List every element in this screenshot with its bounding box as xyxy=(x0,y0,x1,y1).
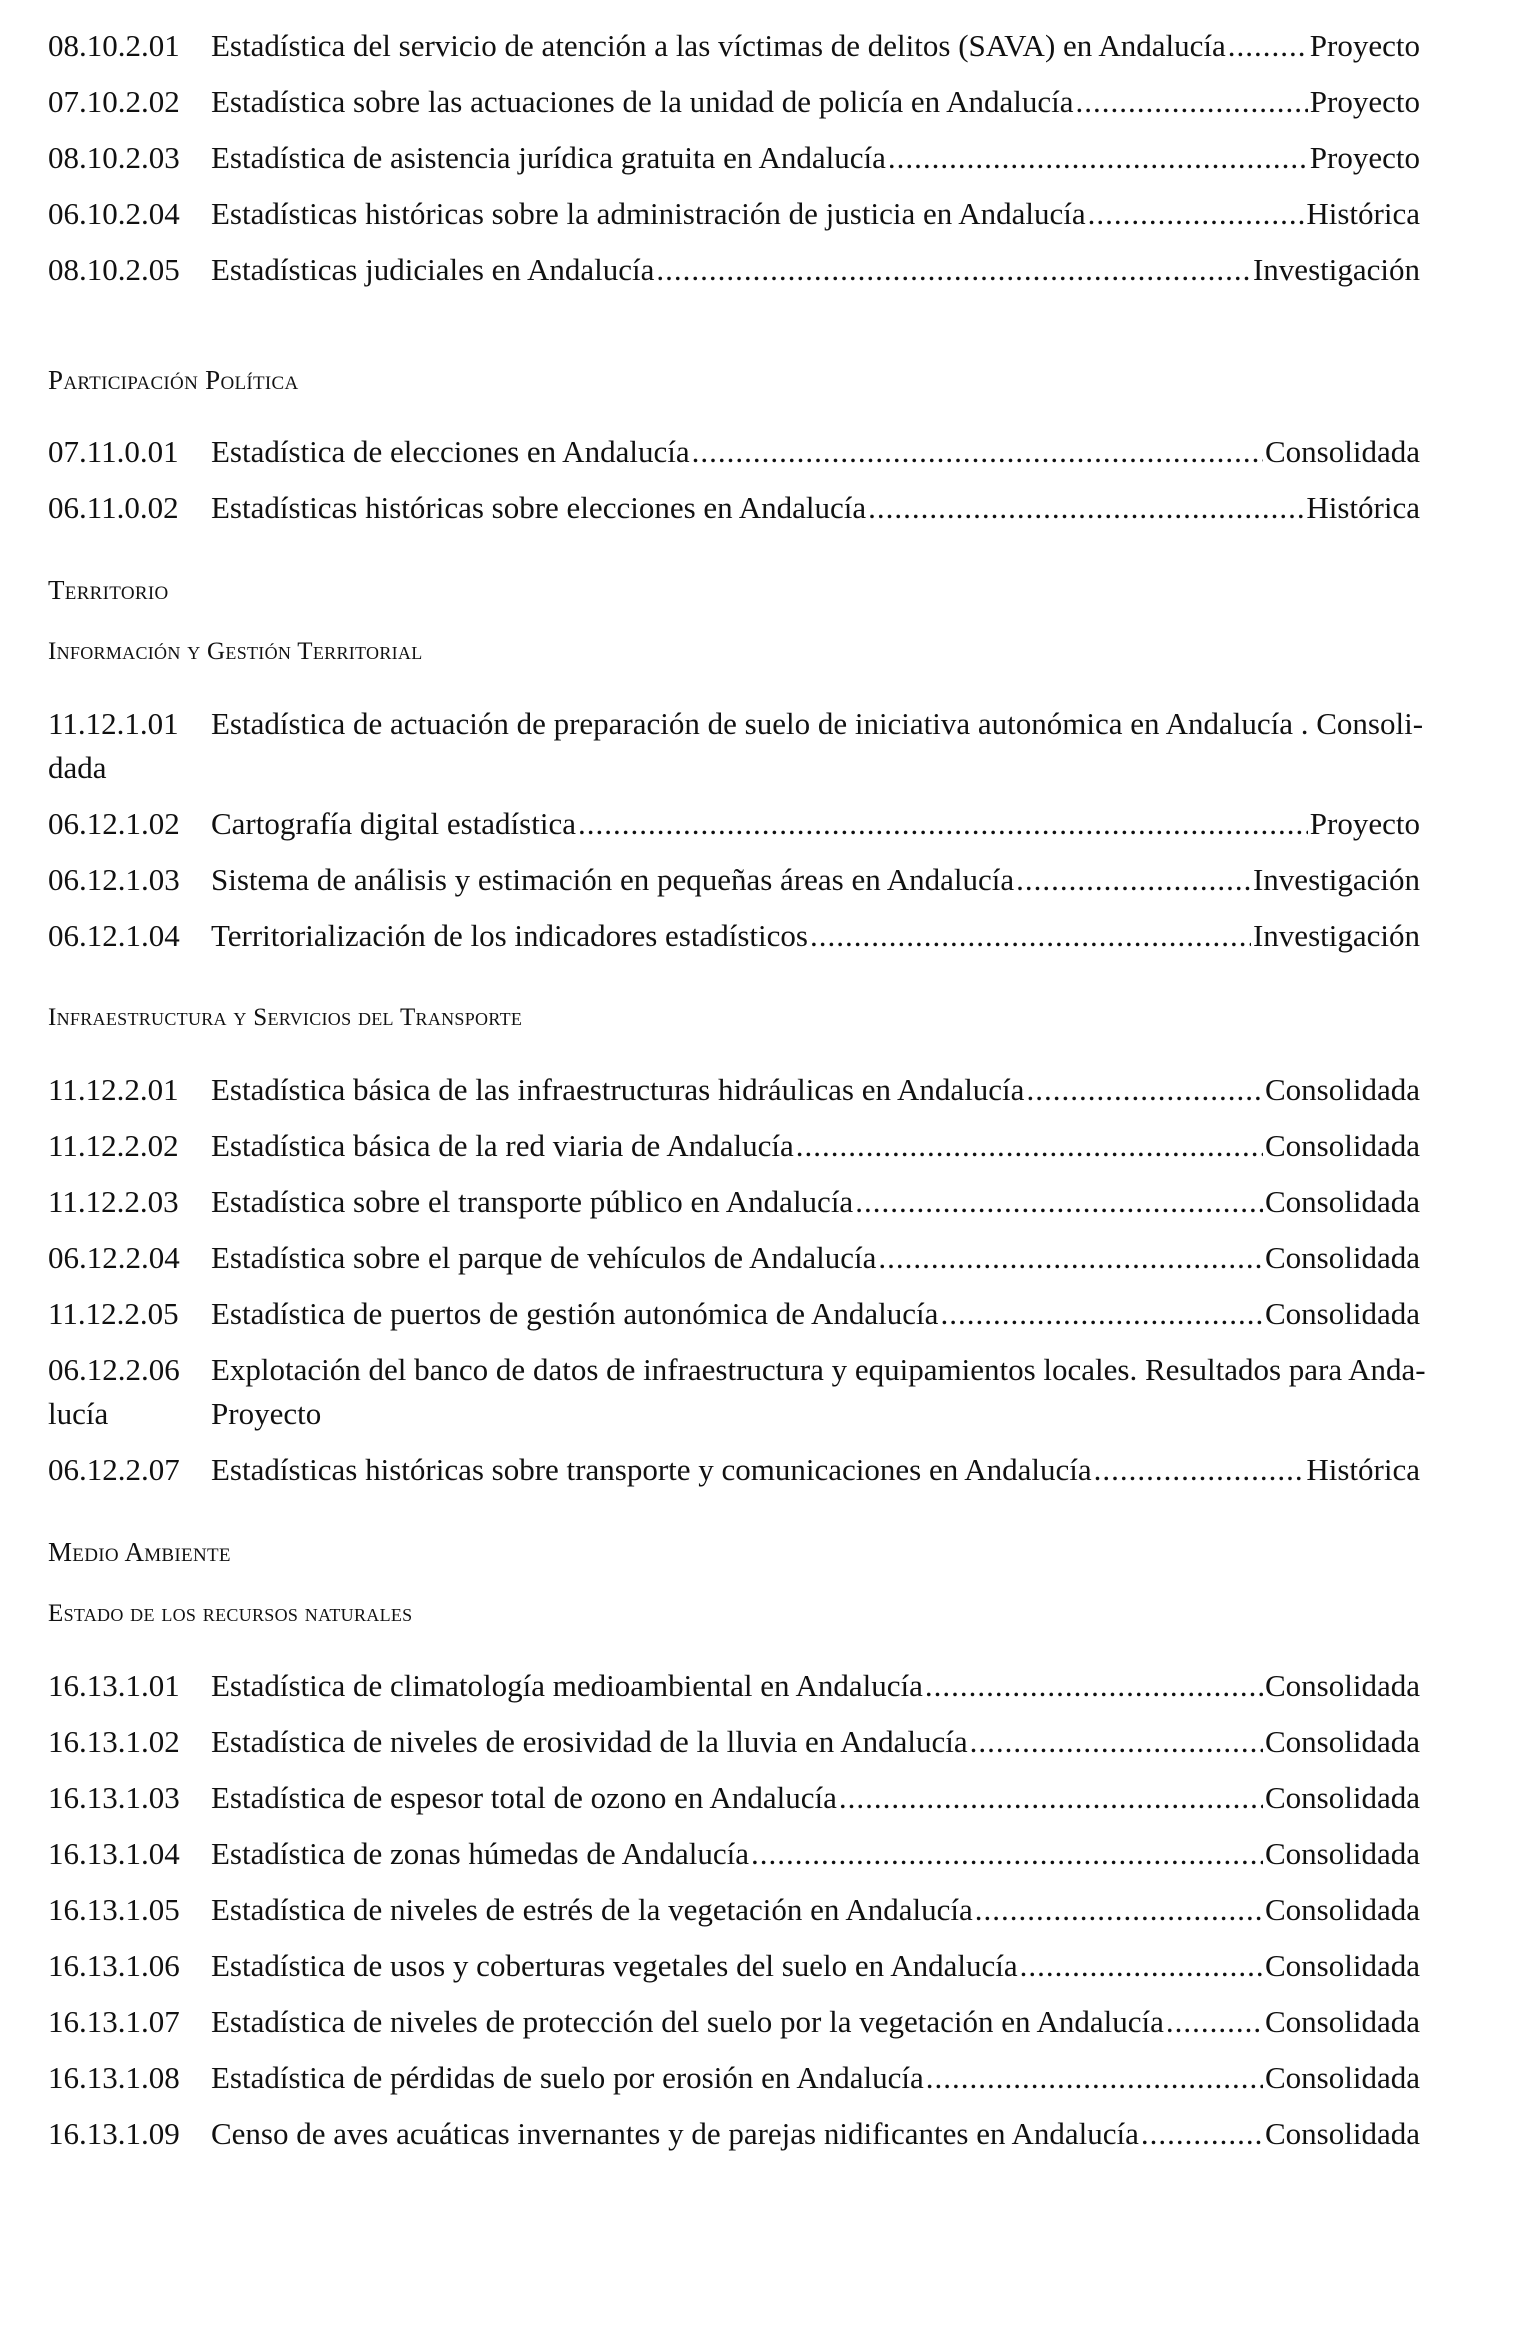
entry-status: Consolidada xyxy=(1265,1184,1420,1219)
list-item xyxy=(48,248,1420,292)
entry-title: Estadísticas históricas sobre elecciones en Andalucía xyxy=(211,490,867,525)
dot-leader xyxy=(1026,1068,1263,1112)
entry-code: 11.12.2.02 xyxy=(48,1128,179,1163)
group-transporte xyxy=(48,1068,1426,1492)
entry-code: 08.10.2.05 xyxy=(48,252,180,287)
entry-code: 07.10.2.02 xyxy=(48,84,180,119)
list-item xyxy=(48,2112,1420,2156)
entry-status: Investigación xyxy=(1252,862,1420,897)
entry-title: Estadística sobre el parque de vehículos de Andalucía xyxy=(211,1240,877,1275)
entry-status: Consolidada xyxy=(1265,1948,1420,1983)
entry-code: 06.12.1.03 xyxy=(48,862,180,897)
entry-title: Estadísticas históricas sobre transporte y comunicaciones en Andalucía xyxy=(211,1452,1092,1487)
list-item xyxy=(48,1448,1420,1492)
list-item xyxy=(48,1236,1420,1280)
entry-title: Estadísticas judiciales en Andalucía xyxy=(211,252,655,287)
dot-leader xyxy=(926,2056,1263,2100)
list-item xyxy=(48,24,1420,68)
list-item xyxy=(48,1720,1420,1764)
entry-title: Estadística de climatología medioambiental en Andalucía xyxy=(211,1668,923,1703)
entry-status: Consolidada xyxy=(1265,434,1420,469)
dot-leader xyxy=(1076,80,1308,124)
entry-status: Investigación xyxy=(1252,252,1420,287)
entry-code: 06.12.2.06 xyxy=(48,1352,180,1387)
dot-leader xyxy=(692,430,1263,474)
entry-code: 16.13.1.05 xyxy=(48,1892,180,1927)
dot-leader xyxy=(925,1664,1263,1708)
entry-title-line2: lucía xyxy=(48,1396,109,1431)
dot-leader xyxy=(940,1292,1263,1336)
dot-leader xyxy=(855,1180,1263,1224)
dot-leader xyxy=(1166,2000,1263,2044)
entry-status: Proyecto xyxy=(1309,28,1420,63)
entry-title: Estadística de puertos de gestión autonómica de Andalucía xyxy=(211,1296,939,1331)
list-item xyxy=(48,1292,1420,1336)
entry-title: Estadística sobre el transporte público en Andalucía xyxy=(211,1184,854,1219)
entry-code: 16.13.1.04 xyxy=(48,1836,180,1871)
entry-title-line1: Estadística de actuación de preparación de suelo de iniciativa autonómica en Andalucía . Consoli- xyxy=(211,706,1424,741)
dot-leader xyxy=(1141,2112,1263,2156)
group-participacion xyxy=(48,430,1420,530)
entry-title: Estadística de espesor total de ozono en Andalucía xyxy=(211,1780,837,1815)
entry-title: Estadística del servicio de atención a las víctimas de delitos (SAVA) en Andalucía xyxy=(211,28,1226,63)
list-item xyxy=(48,486,1420,530)
entry-code: 06.12.1.04 xyxy=(48,918,180,953)
list-item xyxy=(48,1944,1420,1988)
entry-title-line1: Explotación del banco de datos de infraestructura y equipamientos locales. Resultados para Anda- xyxy=(211,1352,1426,1387)
dot-leader xyxy=(1016,858,1251,902)
entry-status: Consolidada xyxy=(1265,1724,1420,1759)
list-item xyxy=(48,430,1420,474)
list-item xyxy=(48,136,1420,180)
entry-status: Proyecto xyxy=(1309,806,1420,841)
dot-leader xyxy=(975,1888,1263,1932)
entry-title: Estadística de asistencia jurídica gratuita en Andalucía xyxy=(211,140,886,175)
list-item xyxy=(48,192,1420,236)
group-justicia xyxy=(48,24,1420,292)
list-item xyxy=(48,2000,1420,2044)
dot-leader xyxy=(1094,1448,1305,1492)
entry-status: Histórica xyxy=(1306,196,1420,231)
entry-code: 11.12.2.03 xyxy=(48,1184,179,1219)
entry-code: 16.13.1.08 xyxy=(48,2060,180,2095)
entry-status: Consolidada xyxy=(1265,1128,1420,1163)
section-heading-territorio: Territorio xyxy=(48,575,169,605)
dot-leader xyxy=(878,1236,1263,1280)
entry-status: Consolidada xyxy=(1265,1892,1420,1927)
document-page xyxy=(48,0,1426,2168)
entry-status: Histórica xyxy=(1306,490,1420,525)
entry-title: Estadística de pérdidas de suelo por erosión en Andalucía xyxy=(211,2060,924,2095)
entry-status: Consolidada xyxy=(1265,1240,1420,1275)
entry-status: Consolidada xyxy=(1265,1296,1420,1331)
list-item xyxy=(48,1124,1420,1168)
entry-code: 07.11.0.01 xyxy=(48,434,179,469)
entry-title: Estadística básica de la red viaria de Andalucía xyxy=(211,1128,794,1163)
entry-status: Histórica xyxy=(1306,1452,1420,1487)
group-recursos xyxy=(48,1664,1420,2156)
entry-status: Proyecto xyxy=(211,1396,322,1431)
subsection-heading-recursos: Estado de los recursos naturales xyxy=(48,1600,413,1627)
group-territorial xyxy=(48,702,1424,958)
entry-title: Estadística de usos y coberturas vegetales del suelo en Andalucía xyxy=(211,1948,1018,1983)
dot-leader xyxy=(868,486,1304,530)
list-item xyxy=(48,1348,1426,1436)
entry-code: 06.12.2.04 xyxy=(48,1240,180,1275)
dot-leader xyxy=(656,248,1251,292)
entry-status: Consolidada xyxy=(1265,2060,1420,2095)
list-item xyxy=(48,1068,1420,1112)
section-heading-participacion: Participación Política xyxy=(48,365,299,395)
entry-code: 16.13.1.01 xyxy=(48,1668,180,1703)
entry-code: 11.12.1.01 xyxy=(48,706,179,741)
list-item xyxy=(48,80,1420,124)
dot-leader xyxy=(1020,1944,1263,1988)
entry-title: Estadísticas históricas sobre la administración de justicia en Andalucía xyxy=(211,196,1086,231)
entry-code: 11.12.2.01 xyxy=(48,1072,179,1107)
entry-status: Consolidada xyxy=(1265,2004,1420,2039)
subsection-heading-transporte: Infraestructura y Servicios del Transporte xyxy=(48,1004,523,1031)
entry-code: 08.10.2.01 xyxy=(48,28,180,63)
dot-leader xyxy=(839,1776,1263,1820)
entry-status: Consolidada xyxy=(1265,1836,1420,1871)
entry-title: Estadística de elecciones en Andalucía xyxy=(211,434,690,469)
entry-status: Proyecto xyxy=(1309,84,1420,119)
section-heading-medio-ambiente: Medio Ambiente xyxy=(48,1537,231,1567)
entry-code: 16.13.1.07 xyxy=(48,2004,180,2039)
entry-code: 16.13.1.02 xyxy=(48,1724,180,1759)
dot-leader xyxy=(578,802,1308,846)
list-item xyxy=(48,702,1424,790)
entry-title: Cartografía digital estadística xyxy=(211,806,576,841)
list-item xyxy=(48,1888,1420,1932)
entry-code: 06.11.0.02 xyxy=(48,490,179,525)
entry-title: Estadística de niveles de protección del suelo por la vegetación en Andalucía xyxy=(211,2004,1164,2039)
list-item xyxy=(48,1664,1420,1708)
dot-leader xyxy=(970,1720,1263,1764)
entry-code: 16.13.1.09 xyxy=(48,2116,180,2151)
list-item xyxy=(48,802,1420,846)
entry-title: Territorialización de los indicadores estadísticos xyxy=(211,918,808,953)
list-item xyxy=(48,914,1420,958)
entry-title: Estadística de zonas húmedas de Andalucía xyxy=(211,1836,750,1871)
subsection-heading-territorial: Información y Gestión Territorial xyxy=(48,638,423,665)
list-item xyxy=(48,2056,1420,2100)
dot-leader xyxy=(810,914,1251,958)
entry-status: Consolidada xyxy=(1265,1072,1420,1107)
dot-leader xyxy=(1228,24,1308,68)
list-item xyxy=(48,858,1420,902)
entry-title-line2: dada xyxy=(48,750,107,785)
dot-leader xyxy=(751,1832,1263,1876)
entry-code: 08.10.2.03 xyxy=(48,140,180,175)
list-item xyxy=(48,1776,1420,1820)
entry-code: 16.13.1.06 xyxy=(48,1948,180,1983)
entry-title: Estadística básica de las infraestructuras hidráulicas en Andalucía xyxy=(211,1072,1025,1107)
entry-status: Consolidada xyxy=(1265,2116,1420,2151)
entry-title: Sistema de análisis y estimación en pequeñas áreas en Andalucía xyxy=(211,862,1015,897)
dot-leader xyxy=(796,1124,1263,1168)
entry-status: Consolidada xyxy=(1265,1668,1420,1703)
entry-title: Censo de aves acuáticas invernantes y de parejas nidificantes en Andalucía xyxy=(211,2116,1139,2151)
list-item xyxy=(48,1832,1420,1876)
entry-status: Consolidada xyxy=(1265,1780,1420,1815)
entry-code: 06.12.2.07 xyxy=(48,1452,180,1487)
entry-status: Investigación xyxy=(1252,918,1420,953)
entry-title: Estadística de niveles de estrés de la vegetación en Andalucía xyxy=(211,1892,973,1927)
entry-title: Estadística de niveles de erosividad de la lluvia en Andalucía xyxy=(211,1724,968,1759)
entry-code: 06.10.2.04 xyxy=(48,196,180,231)
entry-code: 11.12.2.05 xyxy=(48,1296,179,1331)
list-item xyxy=(48,1180,1420,1224)
entry-status: Proyecto xyxy=(1309,140,1420,175)
entry-code: 16.13.1.03 xyxy=(48,1780,180,1815)
entry-code: 06.12.1.02 xyxy=(48,806,180,841)
entry-title: Estadística sobre las actuaciones de la unidad de policía en Andalucía xyxy=(211,84,1074,119)
dot-leader xyxy=(1088,192,1305,236)
dot-leader xyxy=(888,136,1308,180)
